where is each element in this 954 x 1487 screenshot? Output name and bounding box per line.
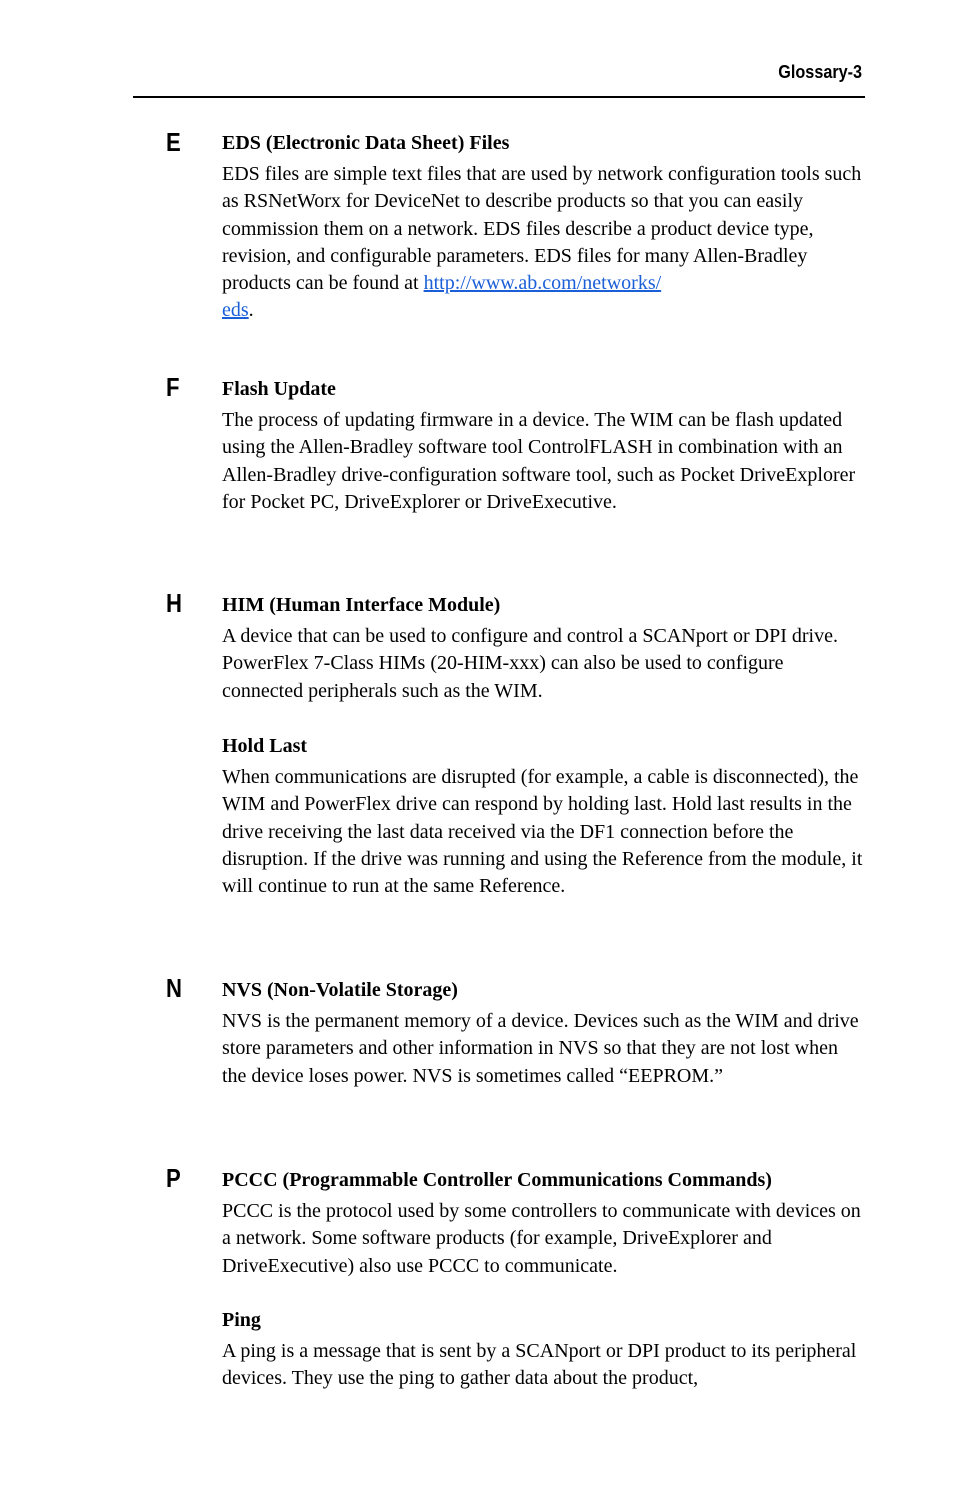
section-letter-n: N xyxy=(166,973,182,1003)
term-him: HIM (Human Interface Module) xyxy=(222,594,501,616)
term-nvs: NVS (Non-Volatile Storage) xyxy=(222,979,458,1001)
definition-eds-end: . xyxy=(248,299,254,322)
entry-eds xyxy=(222,130,867,325)
section-letter-p: P xyxy=(166,1163,181,1193)
definition-ping: A ping is a message that is sent by a SCANport or DPI product to its peripheral devices. They use the ping to gather data about the product, xyxy=(222,1340,857,1390)
definition-pccc: PCCC is the protocol used by some controllers to communicate with devices on a network. Some software products (for example, DriveExplorer and DriveExecutive) also use PCCC to communicate. xyxy=(222,1200,861,1277)
definition-eds-text: EDS files are simple text files that are used by network configuration tools such as RSNetWorx for DeviceNet to describe products so that you can easily commission them on a network. EDS files describe a product device type, revision, and configurable parameters. EDS files for many Allen-Bradley products can be found at xyxy=(222,163,862,295)
definition-nvs: NVS is the permanent memory of a device. Devices such as the WIM and drive store parameters and other information in NVS so that they are not lost when the device loses power. NVS is sometimes called “EEPROM.” xyxy=(222,1010,859,1087)
header-rule xyxy=(133,96,865,98)
entry-pccc xyxy=(222,1167,867,1280)
term-flash-update: Flash Update xyxy=(222,378,336,400)
term-pccc: PCCC (Programmable Controller Communications Commands) xyxy=(222,1169,772,1191)
definition-eds xyxy=(222,161,867,325)
definition-hold-last: When communications are disrupted (for example, a cable is disconnected), the WIM and PowerFlex drive can respond by holding last. Hold last results in the drive receiving the last data received via the DF1 connection before the disruption. If the drive was running and using the Reference from the module, it will continue to run at the same Reference. xyxy=(222,766,863,898)
entry-flash-update xyxy=(222,376,867,516)
eds-link-line2[interactable]: eds xyxy=(222,299,249,322)
entry-nvs xyxy=(222,977,867,1090)
entry-him xyxy=(222,592,867,705)
eds-link-line1[interactable]: http://www.ab.com/networks/ xyxy=(423,272,662,295)
definition-him: A device that can be used to configure and control a SCANport or DPI drive. PowerFlex 7-Class HIMs (20-HIM-xxx) can also be used to configure connected peripherals such as the WIM. xyxy=(222,625,838,702)
page-label: Glossary-3 xyxy=(778,62,862,82)
section-letter-e: E xyxy=(166,127,181,157)
term-eds: EDS (Electronic Data Sheet) Files xyxy=(222,132,510,154)
entry-ping xyxy=(222,1307,867,1393)
section-letter-f: F xyxy=(166,372,180,402)
section-letter-h: H xyxy=(166,588,182,618)
definition-flash-update: The process of updating firmware in a device. The WIM can be flash updated using the Allen-Bradley software tool ControlFLASH in combination with an Allen-Bradley drive-configuration software tool, such as Pocket DriveExplorer for Pocket PC, DriveExplorer or DriveExecutive. xyxy=(222,409,856,513)
entry-hold-last xyxy=(222,733,867,900)
term-hold-last: Hold Last xyxy=(222,735,308,757)
term-ping: Ping xyxy=(222,1309,261,1331)
